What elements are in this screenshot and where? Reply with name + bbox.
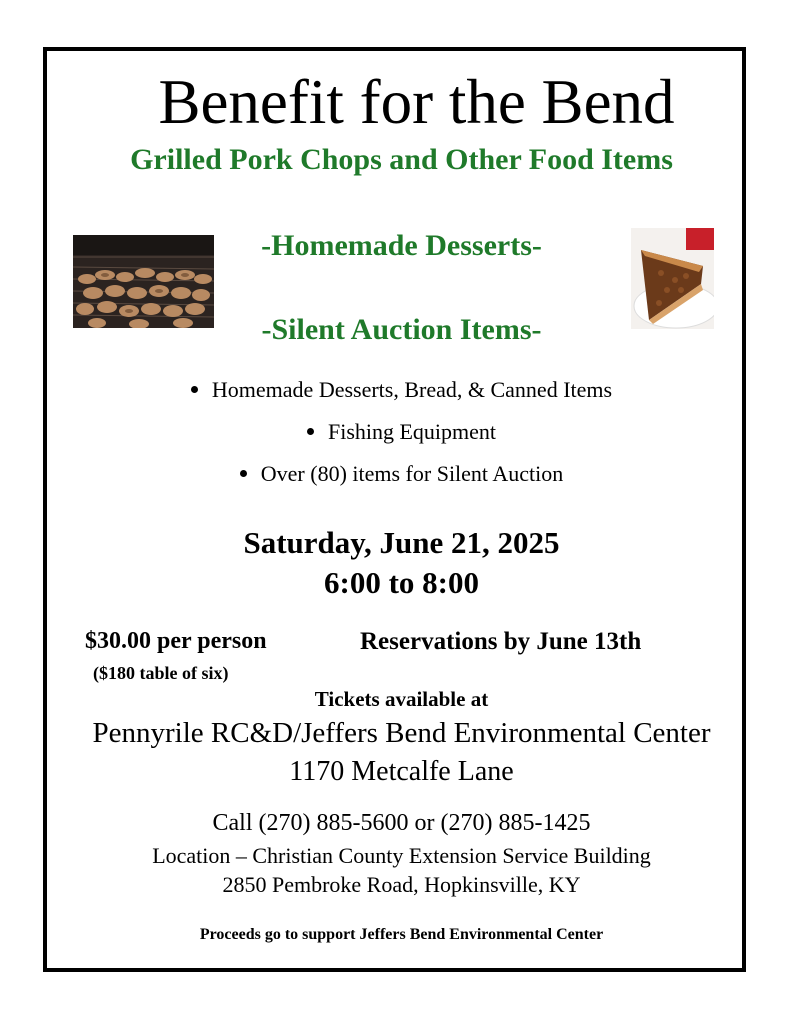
desserts-heading: -Homemade Desserts-: [261, 229, 542, 262]
event-time: 6:00 to 8:00: [324, 565, 479, 600]
bullet-icon: [240, 470, 247, 477]
auction-heading: -Silent Auction Items-: [261, 313, 542, 346]
bullet-icon: [191, 386, 198, 393]
price-per-person: $30.00 per person: [85, 628, 267, 654]
list-item: Fishing Equipment: [0, 414, 803, 456]
auction-items-list: [0, 372, 803, 498]
location-address: 2850 Pembroke Road, Hopkinsville, KY: [222, 872, 581, 897]
venue-address: 1170 Metcalfe Lane: [289, 756, 514, 787]
venue-name: Pennyrile RC&D/Jeffers Bend Environmental Center: [92, 717, 711, 749]
bullet-icon: [307, 428, 314, 435]
proceeds-note: Proceeds go to support Jeffers Bend Environmental Center: [199, 926, 604, 943]
flyer-subtitle: Grilled Pork Chops and Other Food Items: [130, 143, 673, 176]
event-date: Saturday, June 21, 2025: [243, 525, 560, 560]
list-item: Over (80) items for Silent Auction: [0, 456, 803, 498]
phone-numbers: Call (270) 885-5600 or (270) 885-1425: [212, 810, 591, 836]
tickets-heading: Tickets available at: [314, 687, 489, 711]
reservation-deadline: Reservations by June 13th: [360, 628, 642, 655]
event-location: Location – Christian County Extension Service Building: [152, 843, 651, 868]
list-item: Homemade Desserts, Bread, & Canned Items: [0, 372, 803, 414]
table-price: ($180 table of six): [93, 663, 229, 683]
flyer-title: Benefit for the Bend: [158, 67, 675, 137]
